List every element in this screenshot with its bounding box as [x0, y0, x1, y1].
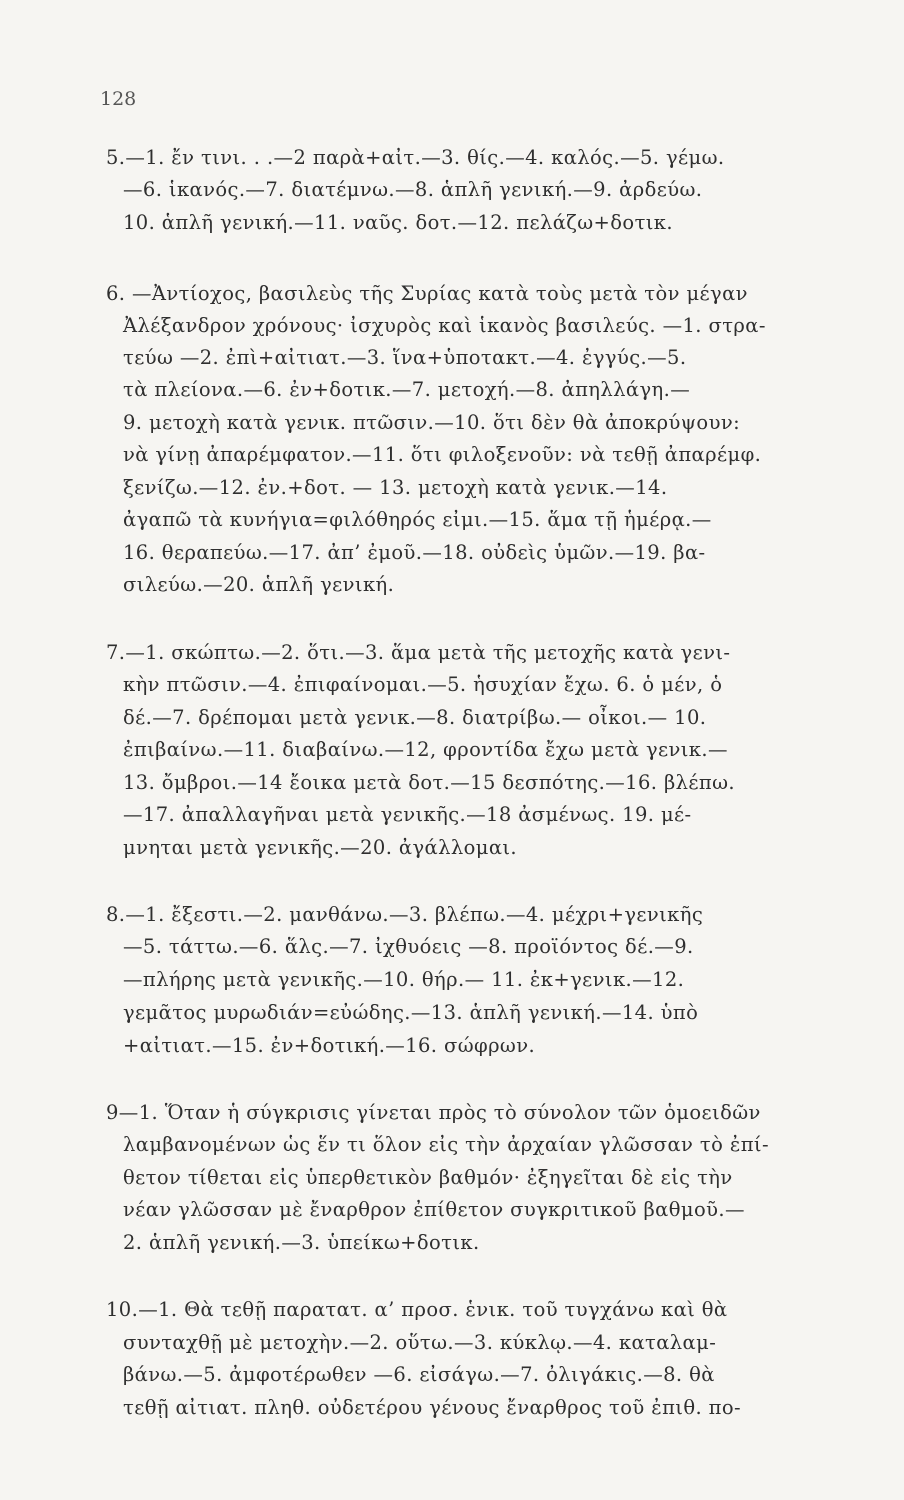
text-line: Ἀλέξανδρον χρόνους· ἰσχυρὸς καὶ ἱκανὸς βασιλεύς. —1. στρα-	[123, 314, 766, 337]
text-line: νέαν γλῶσσαν μὲ ἔναρθρον ἐπίθετον συγκριτικοῦ βαθμοῦ.—	[123, 1198, 745, 1221]
text-line: ἐπιβαίνω.—11. διαβαίνω.—12, φροντίδα ἔχω μετὰ γενικ.—	[123, 738, 728, 761]
text-line: δέ.—7. δρέπομαι μετὰ γενικ.—8. διατρίβω.— οἶκοι.— 10.	[123, 706, 707, 729]
text-line: νὰ γίνῃ ἀπαρέμφατον.—11. ὅτι φιλοξενοῦν: νὰ τεθῇ ἀπαρέμφ.	[123, 443, 762, 466]
text-line: 13. ὄμβροι.—14 ἔοικα μετὰ δοτ.—15 δεσπότης.—16. βλέπω.	[123, 771, 736, 794]
text-line: 9—1. Ὅταν ἡ σύγκρισις γίνεται πρὸς τὸ σύνολον τῶν ὁμοειδῶν	[106, 1101, 761, 1124]
text-line: 2. ἁπλῆ γενική.—3. ὑπείκω+δοτικ.	[123, 1231, 480, 1254]
text-line: 10. ἁπλῆ γενική.—11. ναῦς. δοτ.—12. πελάζω+δοτικ.	[123, 211, 673, 234]
text-line: λαμβανομένων ὡς ἕν τι ὅλον εἰς τὴν ἀρχαίαν γλῶσσαν τὸ ἐπί-	[123, 1133, 769, 1156]
text-line: γεμᾶτος μυρωδιάν=εὐώδης.—13. ἁπλῆ γενική.—14. ὑπὸ	[123, 1001, 699, 1024]
text-line: 10.—1. Θὰ τεθῇ παρατατ. α’ προσ. ἑνικ. τοῦ τυγχάνω καὶ θὰ	[106, 1298, 728, 1321]
text-line: θετον τίθεται εἰς ὑπερθετικὸν βαθμόν· ἐξηγεῖται δὲ εἰς τὴν	[123, 1166, 733, 1189]
text-line: συνταχθῇ μὲ μετοχὴν.—2. οὕτω.—3. κύκλῳ.—4. καταλαμ-	[123, 1331, 717, 1354]
text-line: τεύω —2. ἐπὶ+αἰτιατ.—3. ἵνα+ὑποτακτ.—4. ἐγγύς.—5.	[123, 346, 687, 369]
page-number: 128	[100, 88, 137, 110]
text-line: σιλεύω.—20. ἁπλῆ γενική.	[123, 573, 395, 596]
text-line: —17. ἀπαλλαγῆναι μετὰ γενικῆς.—18 ἀσμένως. 19. μέ-	[123, 803, 692, 826]
text-line: 9. μετοχὴ κατὰ γενικ. πτῶσιν.—10. ὅτι δὲν θὰ ἀποκρύψουν:	[123, 411, 741, 434]
text-line: —5. τάττω.—6. ἅλς.—7. ἰχθυόεις —8. προϊόντος δέ.—9.	[123, 935, 694, 958]
text-line: 16. θεραπεύω.—17. ἀπ’ ἐμοῦ.—18. οὐδεὶς ὑμῶν.—19. βα-	[123, 541, 706, 564]
text-line: 6. —Ἀντίοχος, βασιλεὺς τῆς Συρίας κατὰ τοὺς μετὰ τὸν μέγαν	[106, 282, 748, 305]
text-line: βάνω.—5. ἀμφοτέρωθεν —6. εἰσάγω.—7. ὀλιγάκις.—8. θὰ	[123, 1363, 715, 1386]
text-line: +αἰτιατ.—15. ἐν+δοτική.—16. σώφρων.	[123, 1034, 536, 1057]
text-line: 5.—1. ἔν τινι. . .—2 παρὰ+αἰτ.—3. θίς.—4. καλός.—5. γέμω.	[106, 146, 725, 169]
text-line: μνηται μετὰ γενικῆς.—20. ἀγάλλομαι.	[123, 836, 518, 859]
text-line: τὰ πλείονα.—6. ἐν+δοτικ.—7. μετοχή.—8. ἀπηλλάγη.—	[123, 378, 691, 401]
text-line: —6. ἱκανός.—7. διατέμνω.—8. ἁπλῆ γενική.—9. ἀρδεύω.	[123, 178, 703, 201]
text-line: ξενίζω.—12. ἐν.+δοτ. — 13. μετοχὴ κατὰ γενικ.—14.	[123, 476, 668, 499]
text-line: ἀγαπῶ τὰ κυνήγια=φιλόθηρός εἰμι.—15. ἅμα τῇ ἡμέρᾳ.—	[123, 508, 712, 531]
text-line: 7.—1. σκώπτω.—2. ὅτι.—3. ἅμα μετὰ τῆς μετοχῆς κατὰ γενι-	[106, 641, 731, 664]
text-line: —πλήρης μετὰ γενικῆς.—10. θήρ.— 11. ἐκ+γενικ.—12.	[123, 968, 685, 991]
text-line: 8.—1. ἔξεστι.—2. μανθάνω.—3. βλέπω.—4. μέχρι+γενικῆς	[106, 903, 704, 926]
text-line: κὴν πτῶσιν.—4. ἐπιφαίνομαι.—5. ἡσυχίαν ἔχω. 6. ὁ μέν, ὁ	[123, 673, 723, 696]
text-line: τεθῇ αἰτιατ. πληθ. οὐδετέρου γένους ἔναρθρος τοῦ ἐπιθ. πο-	[123, 1396, 742, 1419]
